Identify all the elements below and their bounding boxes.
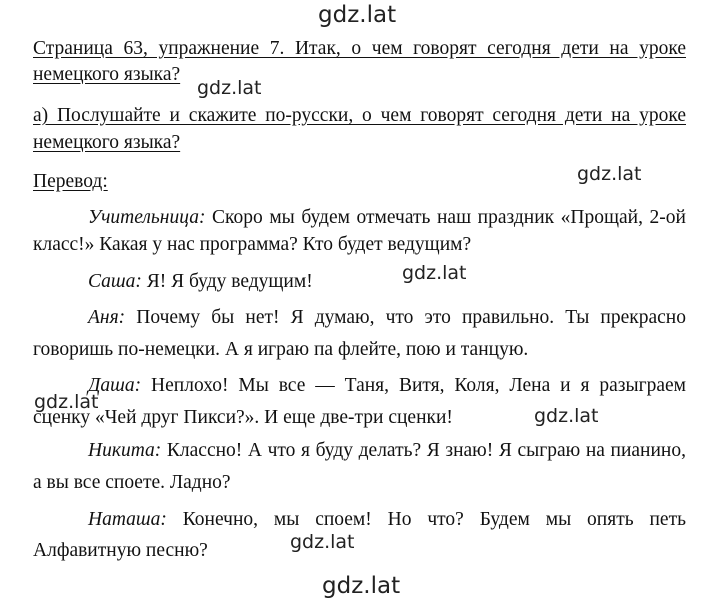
dialogue-line: а вы все споете. Ладно? bbox=[33, 472, 231, 493]
watermark: gdz.lat bbox=[534, 405, 599, 427]
speaker: Наташа: bbox=[88, 509, 167, 530]
dialogue-line bbox=[88, 374, 686, 398]
speaker: Даша: bbox=[88, 375, 142, 396]
dialogue-line bbox=[88, 306, 686, 330]
dialogue-text: Классно! А что я буду делать? Я знаю! Я сыграю на пианино, bbox=[161, 440, 686, 461]
dialogue-line: сценку «Чей друг Пикси?». И еще две-три сценки! bbox=[33, 407, 453, 428]
watermark: gdz.lat bbox=[402, 262, 467, 284]
dialogue-line bbox=[88, 508, 686, 532]
dialogue-text: Неплохо! Мы все — Таня, Витя, Коля, Лена и я разыграем bbox=[141, 375, 686, 396]
dialogue-text: Скоро мы будем отмечать наш праздник «Прощай, 2-ой bbox=[205, 207, 686, 228]
heading-line-2: немецкого языка? bbox=[33, 64, 181, 85]
dialogue-text: Почему бы нет! Я думаю, что это правильно. Ты прекрасно bbox=[125, 307, 686, 328]
dialogue-line: говоришь по-немецки. А я играю па флейте, пою и танцую. bbox=[33, 339, 529, 360]
watermark: gdz.lat bbox=[34, 391, 99, 413]
dialogue-text: Я! Я буду ведущим! bbox=[141, 271, 313, 292]
watermark: gdz.lat bbox=[322, 573, 401, 599]
dialogue-text: Конечно, мы споем! Но что? Будем мы опять петь bbox=[166, 509, 686, 530]
dialogue-line: класс!» Какая у нас программа? Кто будет ведущим? bbox=[33, 234, 472, 255]
task-line-1: а) Послушайте и скажите по-русски, о чем говорят сегодня дети на уроке bbox=[33, 105, 686, 126]
dialogue-line: Алфавитную песню? bbox=[33, 540, 208, 561]
dialogue-line bbox=[88, 439, 686, 463]
speaker: Саша: bbox=[88, 271, 142, 292]
speaker: Учительница: bbox=[88, 207, 206, 228]
speaker: Никита: bbox=[88, 440, 162, 461]
watermark: gdz.lat bbox=[290, 531, 355, 553]
task-line-2: немецкого языка? bbox=[33, 132, 181, 153]
heading-line-1: Страница 63, упражнение 7. Итак, о чем говорят сегодня дети на уроке bbox=[33, 38, 686, 59]
dialogue-line bbox=[88, 270, 313, 294]
watermark: gdz.lat bbox=[318, 2, 397, 28]
dialogue-line bbox=[88, 206, 686, 230]
speaker: Аня: bbox=[88, 307, 126, 328]
translation-label: Перевод: bbox=[33, 171, 108, 192]
watermark: gdz.lat bbox=[577, 163, 642, 185]
watermark: gdz.lat bbox=[197, 77, 262, 99]
